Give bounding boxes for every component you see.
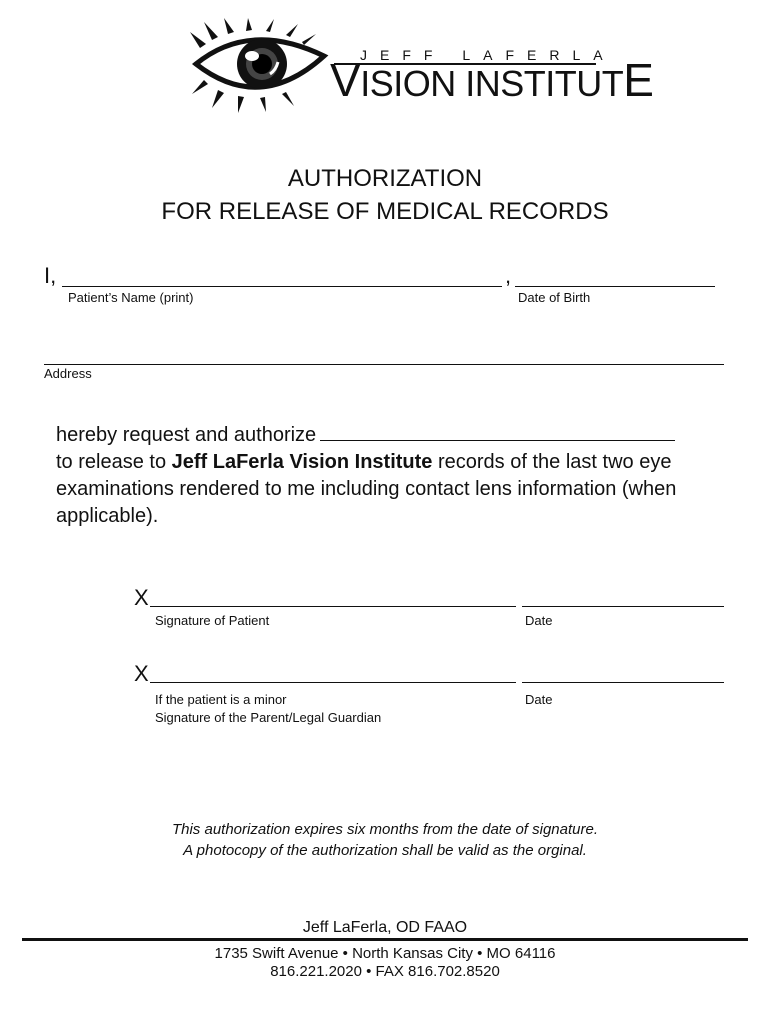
logo-first-letter: V [330,54,361,106]
logo-subtitle: JEFF LAFERLA [334,46,596,65]
name-comma: , [505,263,512,288]
patient-prefix: I, [44,263,57,288]
paragraph-part-1: hereby request and authorize [56,424,317,446]
address-label: Address [44,366,92,381]
footer-address: 1735 Swift Avenue • North Kansas City • MO 64116 [214,945,556,962]
address-field[interactable] [44,364,724,365]
patient-signature-date-field[interactable] [522,606,724,607]
date-of-birth-field[interactable] [515,286,715,287]
paragraph-part-2: to release to [56,451,172,473]
patient-signature-field[interactable] [150,606,516,607]
authorized-provider-field[interactable] [320,424,675,441]
patient-signature-x: X [134,585,149,610]
footer-divider [22,938,748,941]
authorization-paragraph [56,422,736,530]
minor-label: If the patient is a minor [155,692,287,707]
guardian-date-label: Date [525,692,553,707]
institute-name: Jeff LaFerla Vision Institute [171,451,433,473]
logo-middle-text: ISION INSTITUT [360,63,624,104]
logo-last-letter: E [623,54,654,106]
expiration-note: This authorization expires six months from the date of signature. [171,821,599,838]
patient-name-field[interactable] [62,286,502,287]
guardian-signature-field[interactable] [150,682,516,683]
photocopy-note: A photocopy of the authorization shall be valid as the orginal. [183,842,587,859]
footer-doctor-name: Jeff LaFerla, OD FAAO [302,919,468,936]
date-of-birth-label: Date of Birth [518,290,591,305]
guardian-signature-date-field[interactable] [522,682,724,683]
eye-logo-icon [190,18,330,114]
form-title-line-1: AUTHORIZATION [287,165,483,192]
patient-name-label: Patient’s Name (print) [68,290,194,305]
patient-date-label: Date [525,613,553,628]
guardian-signature-label: Signature of the Parent/Legal Guardian [155,710,382,725]
footer-phone: 816.221.2020 • FAX 816.702.8520 [270,963,500,980]
form-title-line-2: FOR RELEASE OF MEDICAL RECORDS [161,198,609,225]
guardian-signature-x: X [134,661,149,686]
patient-signature-label: Signature of Patient [155,613,270,628]
paragraph-part-3: records of the last two eye examinations rendered to me including contact lens information (when applicable). [56,451,677,527]
